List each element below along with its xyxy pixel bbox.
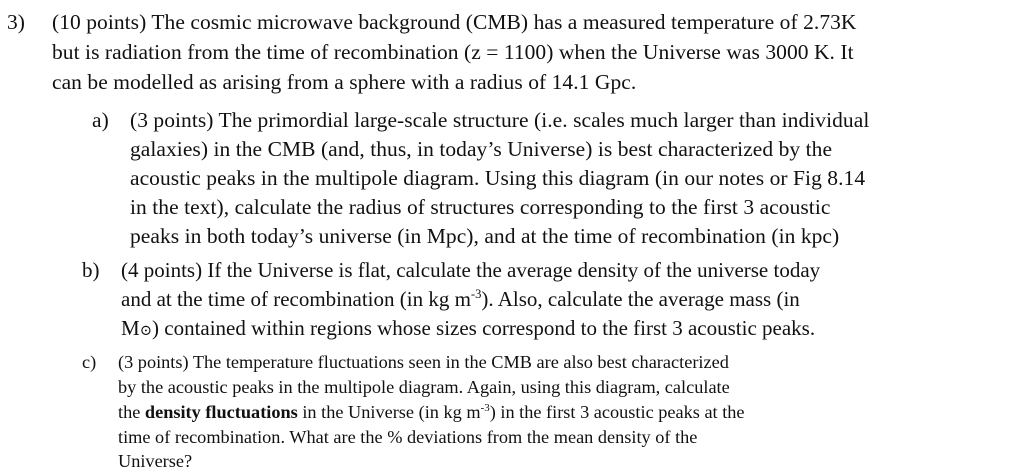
part-c-line-4: time of recombination. What are the % deviations from the mean density of the [118,427,698,447]
part-b-line-3: M⊙) contained within regions whose sizes correspond to the first 3 acoustic peaks. [121,316,816,340]
density-fluctuations-emphasis: density fluctuations [144,402,298,422]
part-a-line-2: galaxies) in the CMB (and, thus, in today’s Universe) is best characterized by the [130,137,833,161]
part-a-line-5: peaks in both today’s universe (in Mpc), and at the time of recombination (in kpc) [130,224,840,248]
question-line-1: (10 points) The cosmic microwave background (CMB) has a measured temperature of 2.73K [52,10,857,34]
part-a-line-1: (3 points) The primordial large-scale structure (i.e. scales much larger than individual [130,108,870,132]
question-line-3: can be modelled as arising from a sphere with a radius of 14.1 Gpc. [52,70,637,94]
question-line-2: but is radiation from the time of recombination (z = 1100) when the Universe was 3000 K. It [52,40,854,64]
part-c-line-3: the density fluctuations in the Universe (in kg $m^{-3}$) in the first 3 acoustic peaks at the [118,401,745,422]
part-c-line-1: (3 points) The temperature fluctuations seen in the CMB are also best characterized [118,352,729,372]
part-b-line-1: (4 points) If the Universe is flat, calculate the average density of the universe today [121,258,821,282]
part-c-label: c) [82,352,97,372]
part-a-label: a) [92,108,109,132]
part-a-line-4: in the text), calculate the radius of structures corresponding to the first 3 acoustic [130,195,831,219]
part-a-line-3: acoustic peaks in the multipole diagram. Using this diagram (in our notes or Fig 8.14 [130,166,866,190]
part-b-line-2: and at the time of recombination (in kg $m^{-3}$). Also, calculate the average mass (in [121,287,800,311]
part-c-line-5: Universe? [118,451,193,471]
question-number: 3) [7,10,26,34]
part-b-label: b) [82,258,100,282]
sun-symbol: ⊙ [139,323,152,339]
part-c-line-2: by the acoustic peaks in the multipole diagram. Again, using this diagram, calculate [118,377,730,397]
